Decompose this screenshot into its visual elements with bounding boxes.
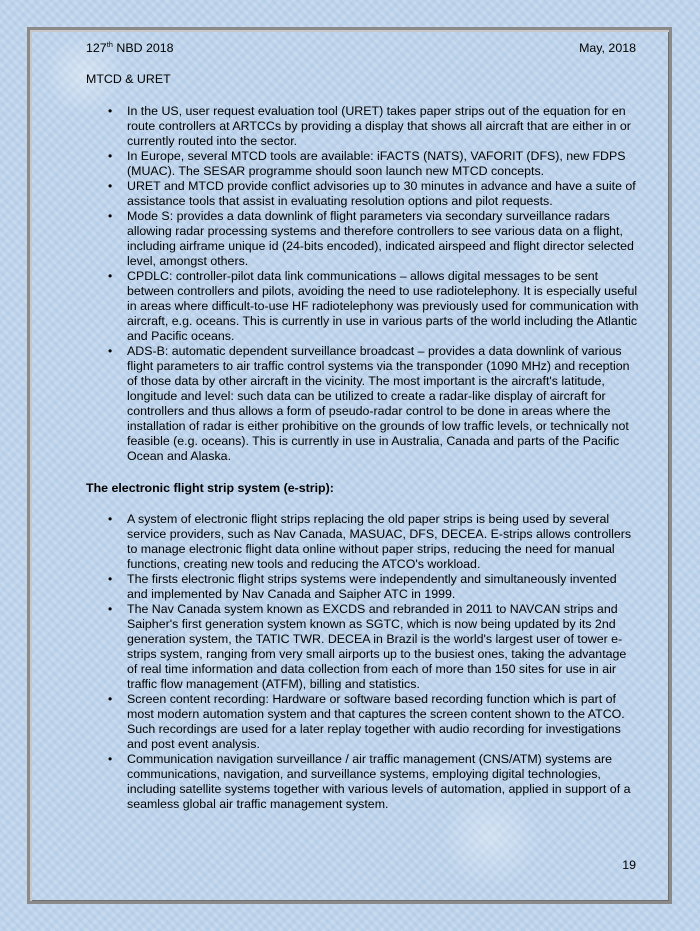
page-header xyxy=(86,40,636,56)
bullet-icon: • xyxy=(108,179,113,193)
bullet-icon: • xyxy=(108,512,113,526)
bullet-icon: • xyxy=(108,209,113,223)
bullet-icon: • xyxy=(108,692,113,706)
bullet-icon: • xyxy=(108,602,113,616)
header-conference: 127th NBD 2018 xyxy=(86,40,174,55)
list-item: • CPDLC: controller-pilot data link communications – allows digital messages to be sent between controllers and pilots, avoiding the need to use radiotelephony. It is especially useful in areas where difficult-to-use HF radiotelephony was previously used for communication with aircraft, e.g. oceans. This is currently in use in various parts of the world including the Atlantic and Pacific oceans. xyxy=(108,269,639,343)
list-item: • ADS-B: automatic dependent surveillance broadcast – provides a data downlink of various flight parameters to air traffic control systems via the transponder (1090 MHz) and reception of those data by other aircraft in the vicinity. The most important is the aircraft's latitude, longitude and level: such data can be utilized to create a radar-like display of aircraft for controllers and thus allows a form of pseudo-radar control to be done in areas where the installation of radar is either prohibitive on the grounds of low traffic levels, or technically not feasible (e.g. oceans). This is currently in use in Australia, Canada and parts of the Pacific Ocean and Alaska. xyxy=(108,344,630,463)
bullet-icon: • xyxy=(108,104,113,118)
section-title-mtcd: MTCD & URET xyxy=(86,72,171,86)
bullet-icon: • xyxy=(108,344,113,358)
bullet-icon: • xyxy=(108,149,113,163)
list-item: • URET and MTCD provide conflict advisories up to 30 minutes in advance and have a suite of assistance tools that assist in evaluating resolution options and pilot requests. xyxy=(108,179,636,208)
list-item: • The firsts electronic flight strips systems were independently and simultaneously invented and implemented by Nav Canada and Saipher ATC in 1999. xyxy=(108,572,617,601)
bullet-icon: • xyxy=(108,572,113,586)
list-item: • Mode S: provides a data downlink of flight parameters via secondary surveillance radars allowing radar processing systems and therefore controllers to see various data on a flight, including airframe unique id (24-bits encoded), indicated airspeed and flight director selected level, amongst others. xyxy=(108,209,634,268)
header-date: May, 2018 xyxy=(579,41,636,55)
page-number: 19 xyxy=(622,858,636,872)
bullet-icon: • xyxy=(108,269,113,283)
bullet-list-estrip xyxy=(108,512,640,812)
list-item: • Communication navigation surveillance / air traffic management (CNS/ATM) systems are communications, navigation, and surveillance systems, employing digital technologies, including satellite systems together with various levels of automation, applied in support of a seamless global air traffic management system. xyxy=(108,752,631,811)
bullet-icon: • xyxy=(108,752,113,766)
list-item: • In Europe, several MTCD tools are available: iFACTS (NATS), VAFORIT (DFS), new FDPS (MUAC). The SESAR programme should soon launch new MTCD concepts. xyxy=(108,149,626,178)
list-item: • Screen content recording: Hardware or software based recording function which is part of most modern automation system and that captures the screen content shown to the ATCO. Such recordings are used for a later replay together with audio recording for investigations and post event analysis. xyxy=(108,692,625,751)
list-item: • A system of electronic flight strips replacing the old paper strips is being used by several service providers, such as Nav Canada, MASUAC, DFS, DECEA. E-strips allows controllers to manage electronic flight data online without paper strips, reducing the need for manual functions, creating new tools and reducing the ATCO's workload. xyxy=(108,512,632,571)
section-title-estrip: The electronic flight strip system (e-strip): xyxy=(86,481,334,495)
bullet-list-mtcd xyxy=(108,104,640,464)
list-item: • The Nav Canada system known as EXCDS and rebranded in 2011 to NAVCAN strips and Saipher's first generation system known as SGTC, which is now being updated by its 2nd generation system, the TATIC TWR. DECEA in Brazil is the world's largest user of tower e-strips system, ranging from very small airports up to the busiest ones, taking the advantage of real time information and data collection from each of more than 150 sites for use in air traffic flow management (ATFM), billing and statistics. xyxy=(108,602,627,691)
list-item: • In the US, user request evaluation tool (URET) takes paper strips out of the equation for en route controllers at ARTCCs by providing a display that shows all aircraft that are either in or currently routed into the sector. xyxy=(108,104,631,148)
